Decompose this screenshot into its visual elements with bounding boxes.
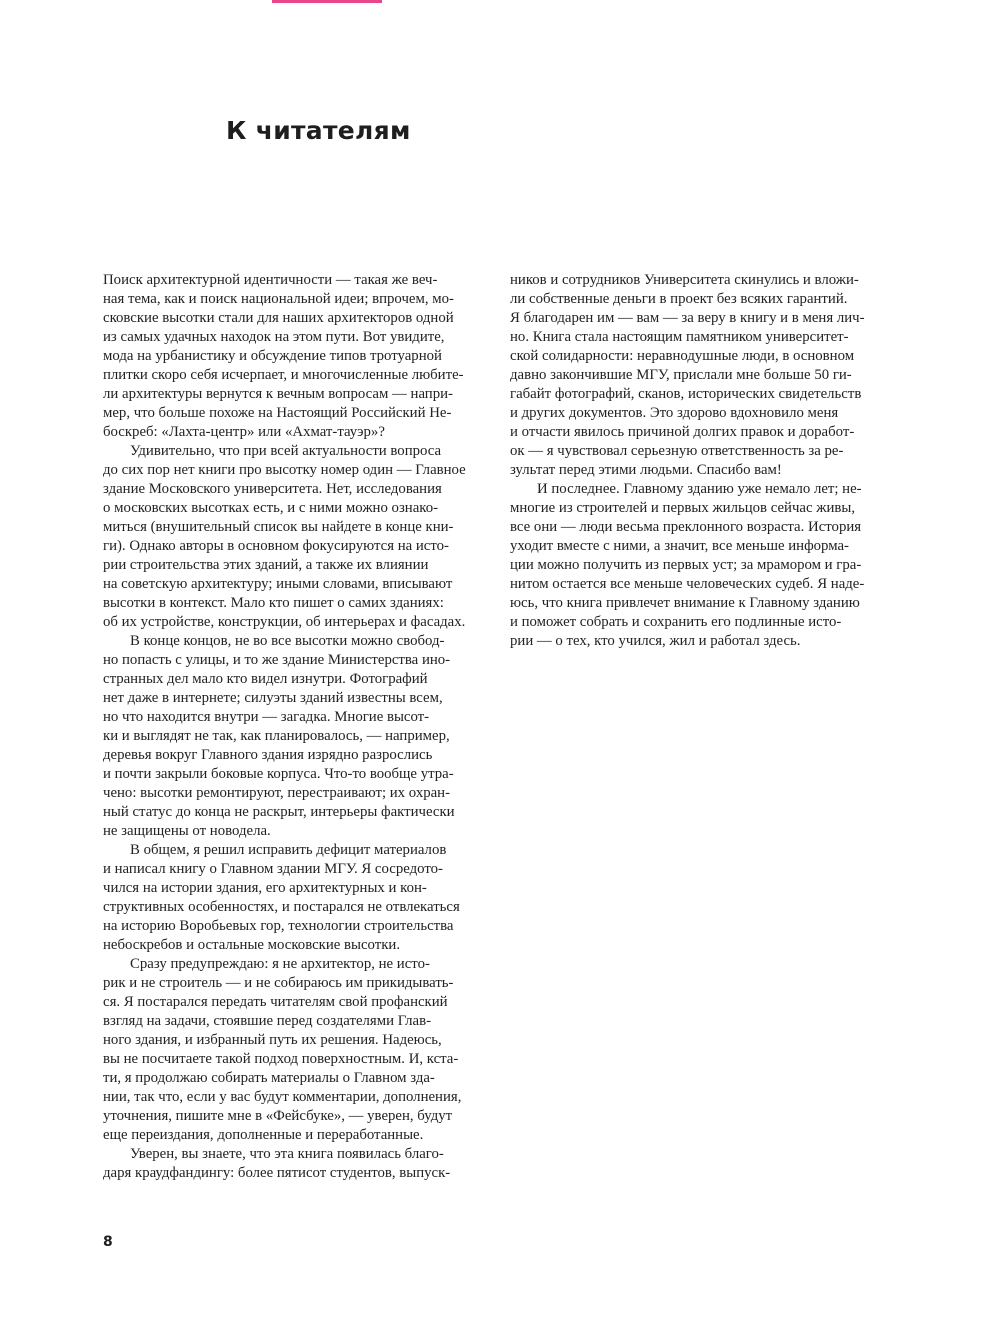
text-column-left	[103, 271, 488, 1183]
text-line: чился на истории здания, его архитектурных и кон-	[103, 880, 427, 896]
text-line: боскреб: «Лахта-центр» или «Ахмат-тауэр»?	[103, 424, 385, 440]
accent-bar	[272, 0, 382, 3]
text-line: В общем, я решил исправить дефицит материалов	[130, 842, 447, 858]
text-line: и поможет собрать и сохранить его подлинные исто-	[510, 614, 842, 630]
text-line: но что находится внутри — загадка. Многие высот-	[103, 709, 430, 725]
text-line: Сразу предупреждаю: я не архитектор, не исто-	[130, 956, 430, 972]
text-line: ти, я продолжаю собирать материалы о Главном здa-	[103, 1070, 435, 1086]
text-line: уходит вместе с ними, а значит, все меньше информа-	[510, 538, 849, 554]
text-line: о московских высотках есть, и с ними можно ознако-	[103, 500, 439, 516]
text-line: структивных особенностях, и постарался не отвлекаться	[103, 899, 460, 915]
text-line: давно закончившие МГУ, прислали мне больше 50 ги-	[510, 367, 852, 383]
text-line: не защищены от новодела.	[103, 823, 271, 839]
text-line: ли архитектуры вернутся к вечным вопросам — напри-	[103, 386, 453, 402]
text-line: но. Книга стала настоящим памятником университет-	[510, 329, 849, 345]
text-line: ги). Однако авторы в основном фокусируются на исто-	[103, 538, 449, 554]
text-line: странных дел мало кто видел изнутри. Фотографий	[103, 671, 428, 687]
text-line: ный статус до конца не раскрыт, интерьеры фактически	[103, 804, 455, 820]
text-line: мер, что больше похоже на Настоящий Российский Не-	[103, 405, 452, 421]
text-line: на историю Воробьевых гор, технологии строительства	[103, 918, 454, 934]
text-line: небоскребов и остальные московские высотки.	[103, 937, 401, 953]
text-line: Удивительно, что при всей актуальности вопроса	[130, 443, 442, 459]
text-line: плитки скоро себя исчерпает, и многочисленные любите-	[103, 367, 464, 383]
text-line: до сих пор нет книги про высотку номер один — Главное	[103, 462, 466, 478]
text-line: еще переиздания, дополненные и переработанные.	[103, 1127, 424, 1143]
text-line: и почти закрыли боковые корпуса. Что-то вообще утра-	[103, 766, 454, 782]
text-line: ная тема, как и поиск национальной идеи; впрочем, мо-	[103, 291, 454, 307]
text-line: юсь, что книга привлечет внимание к Главному зданию	[510, 595, 860, 611]
text-line: габайт фотографий, сканов, исторических свидетельств	[510, 386, 862, 402]
text-line: ской солидарности: неравнодушные люди, в основном	[510, 348, 855, 364]
text-line: высотки в контекст. Мало кто пишет о самих зданиях:	[103, 595, 444, 611]
text-line: рии — о тех, кто учился, жил и работал здесь.	[510, 633, 801, 649]
text-line: В конце концов, не во все высотки можно свобод-	[130, 633, 445, 649]
text-line: об их устройстве, конструкции, об интерьерах и фасадах.	[103, 614, 466, 630]
text-line: многие из строителей и первых жильцов сейчас живы,	[510, 500, 856, 516]
text-line: уточнения, пишите мне в «Фейсбуке», — уверен, будут	[103, 1108, 453, 1124]
page-number: 8	[103, 1234, 113, 1250]
text-line: ции можно получить из первых уст; за мрамором и гра-	[510, 557, 862, 573]
text-line: из самых удачных находок на этом пути. Вот увидите,	[103, 329, 445, 345]
text-line: взгляд на задачи, стоявшие перед создателями Глав-	[103, 1013, 432, 1029]
text-line: все они — люди весьма преклонного возраста. История	[510, 519, 862, 535]
text-line: ников и сотрудников Университета скинулись и вложи-	[510, 272, 859, 288]
text-line: мода на урбанистику и обсуждение типов тротуарной	[103, 348, 442, 364]
page-title: К читателям	[226, 116, 411, 145]
text-line: на советскую архитектуру; иными словами, вписывают	[103, 576, 453, 592]
text-line: ся. Я постарался передать читателям свой профанский	[103, 994, 448, 1010]
text-line: ки и выглядят не так, как планировалось, — например,	[103, 728, 450, 744]
text-line: рии строительства этих зданий, а также их влиянии	[103, 557, 429, 573]
text-line: и написал книгу о Главном здании МГУ. Я сосредото-	[103, 861, 443, 877]
text-line: нитом остается все меньше человеческих судеб. Я наде-	[510, 576, 865, 592]
text-line: нии, так что, если у вас будут комментарии, дополнения,	[103, 1089, 462, 1105]
text-line: миться (внушительный список вы найдете в конце кни-	[103, 519, 454, 535]
text-line: ного здания, и избранный путь их решения. Надеюсь,	[103, 1032, 442, 1048]
text-line: ок — я чувствовал серьезную ответственность за ре-	[510, 443, 844, 459]
text-line: деревья вокруг Главного здания изрядно разрослись	[103, 747, 433, 763]
text-line: ли собственные деньги в проект без всяких гарантий.	[510, 291, 848, 307]
text-line: но попасть с улицы, и то же здание Министерства ино-	[103, 652, 451, 668]
text-column-right	[510, 271, 895, 651]
text-line: чено: высотки ремонтируют, перестраивают; их охран-	[103, 785, 451, 801]
text-line: сковские высотки стали для наших архитекторов одной	[103, 310, 454, 326]
text-line: здание Московского университета. Нет, исследования	[103, 481, 442, 497]
text-line: Уверен, вы знаете, что эта книга появилась благо-	[130, 1146, 444, 1162]
text-line: и отчасти явилось причиной долгих правок и доработ-	[510, 424, 855, 440]
text-line: вы не посчитаете такой подход поверхностным. И, кста-	[103, 1051, 459, 1067]
text-line: нет даже в интернете; силуэты зданий известны всем,	[103, 690, 443, 706]
text-line: Поиск архитектурной идентичности — такая же веч-	[103, 272, 438, 288]
text-line: Я благодарен им — вам — за веру в книгу и в меня лич-	[510, 310, 865, 326]
text-line: зультат перед этими людьми. Спасибо вам!	[510, 462, 782, 478]
text-line: И последнее. Главному зданию уже немало лет; не-	[537, 481, 862, 497]
text-line: и других документов. Это здорово вдохновило меня	[510, 405, 839, 421]
text-line: рик и не строитель — и не собираюсь им прикидывать-	[103, 975, 454, 991]
text-line: даря краудфандингу: более пятисот студентов, выпуск-	[103, 1165, 451, 1181]
